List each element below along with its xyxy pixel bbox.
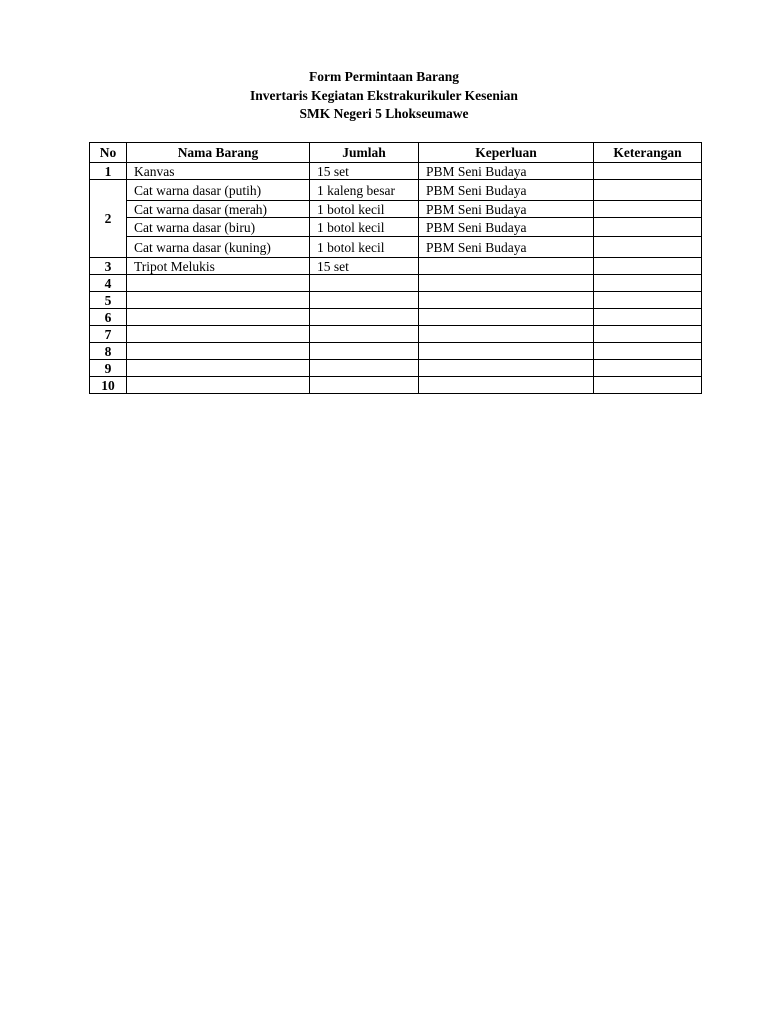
cell-keperluan: PBM Seni Budaya <box>419 180 594 201</box>
table-row <box>90 377 702 394</box>
cell-nama-barang: Tripot Melukis <box>127 258 310 275</box>
table-row <box>90 309 702 326</box>
row-number: 5 <box>90 292 127 309</box>
cell-jumlah: 1 kaleng besar <box>310 180 419 201</box>
cell-keperluan: PBM Seni Budaya <box>419 237 594 258</box>
column-header-keperluan: Keperluan <box>419 143 594 163</box>
row-number: 7 <box>90 326 127 343</box>
cell-keperluan <box>419 343 594 360</box>
table-row <box>90 258 702 275</box>
cell-jumlah <box>310 275 419 292</box>
table-row <box>90 275 702 292</box>
table-row <box>90 237 702 258</box>
cell-nama-barang <box>127 343 310 360</box>
row-number: 2 <box>90 180 127 258</box>
cell-keterangan <box>594 218 702 237</box>
cell-nama-barang: Kanvas <box>127 163 310 180</box>
cell-keperluan: PBM Seni Budaya <box>419 201 594 218</box>
row-number: 8 <box>90 343 127 360</box>
cell-keterangan <box>594 377 702 394</box>
table-row <box>90 292 702 309</box>
row-number: 10 <box>90 377 127 394</box>
cell-keterangan <box>594 326 702 343</box>
cell-keterangan <box>594 292 702 309</box>
cell-nama-barang <box>127 326 310 343</box>
row-number: 1 <box>90 163 127 180</box>
cell-keterangan <box>594 201 702 218</box>
cell-keterangan <box>594 343 702 360</box>
cell-jumlah: 1 botol kecil <box>310 218 419 237</box>
row-number: 3 <box>90 258 127 275</box>
row-number: 6 <box>90 309 127 326</box>
cell-nama-barang <box>127 360 310 377</box>
cell-keperluan <box>419 309 594 326</box>
cell-nama-barang: Cat warna dasar (merah) <box>127 201 310 218</box>
form-subtitle: Invertaris Kegiatan Ekstrakurikuler Kesenian <box>250 87 518 103</box>
cell-keperluan <box>419 360 594 377</box>
cell-jumlah <box>310 326 419 343</box>
cell-nama-barang <box>127 309 310 326</box>
table-row <box>90 343 702 360</box>
cell-jumlah <box>310 360 419 377</box>
cell-keterangan <box>594 275 702 292</box>
cell-jumlah <box>310 292 419 309</box>
cell-keperluan <box>419 292 594 309</box>
cell-keterangan <box>594 163 702 180</box>
form-title: Form Permintaan Barang <box>309 69 459 84</box>
cell-nama-barang <box>127 377 310 394</box>
school-name: SMK Negeri 5 Lhokseumawe <box>299 106 469 121</box>
cell-jumlah: 15 set <box>310 258 419 275</box>
cell-keterangan <box>594 258 702 275</box>
cell-keperluan <box>419 275 594 292</box>
cell-keperluan: PBM Seni Budaya <box>419 163 594 180</box>
row-number: 9 <box>90 360 127 377</box>
request-table <box>89 142 702 394</box>
cell-keterangan <box>594 180 702 201</box>
cell-keterangan <box>594 360 702 377</box>
form-heading <box>0 68 768 124</box>
cell-nama-barang: Cat warna dasar (putih) <box>127 180 310 201</box>
column-header-keterangan: Keterangan <box>594 143 702 163</box>
cell-keperluan <box>419 377 594 394</box>
cell-jumlah: 1 botol kecil <box>310 201 419 218</box>
cell-keterangan <box>594 237 702 258</box>
table-row <box>90 218 702 237</box>
table-row <box>90 326 702 343</box>
table-header-row <box>90 143 702 163</box>
cell-keterangan <box>594 309 702 326</box>
cell-nama-barang: Cat warna dasar (kuning) <box>127 237 310 258</box>
table-row <box>90 180 702 201</box>
cell-jumlah <box>310 343 419 360</box>
cell-jumlah <box>310 377 419 394</box>
cell-nama-barang <box>127 292 310 309</box>
cell-keperluan: PBM Seni Budaya <box>419 218 594 237</box>
cell-nama-barang: Cat warna dasar (biru) <box>127 218 310 237</box>
cell-jumlah: 15 set <box>310 163 419 180</box>
column-header-jumlah: Jumlah <box>310 143 419 163</box>
cell-keperluan <box>419 326 594 343</box>
table-row <box>90 360 702 377</box>
row-number: 4 <box>90 275 127 292</box>
cell-nama-barang <box>127 275 310 292</box>
cell-jumlah: 1 botol kecil <box>310 237 419 258</box>
cell-keperluan <box>419 258 594 275</box>
cell-jumlah <box>310 309 419 326</box>
column-header-nama-barang: Nama Barang <box>127 143 310 163</box>
table-row <box>90 163 702 180</box>
column-header-no: No <box>90 143 127 163</box>
table-row <box>90 201 702 218</box>
